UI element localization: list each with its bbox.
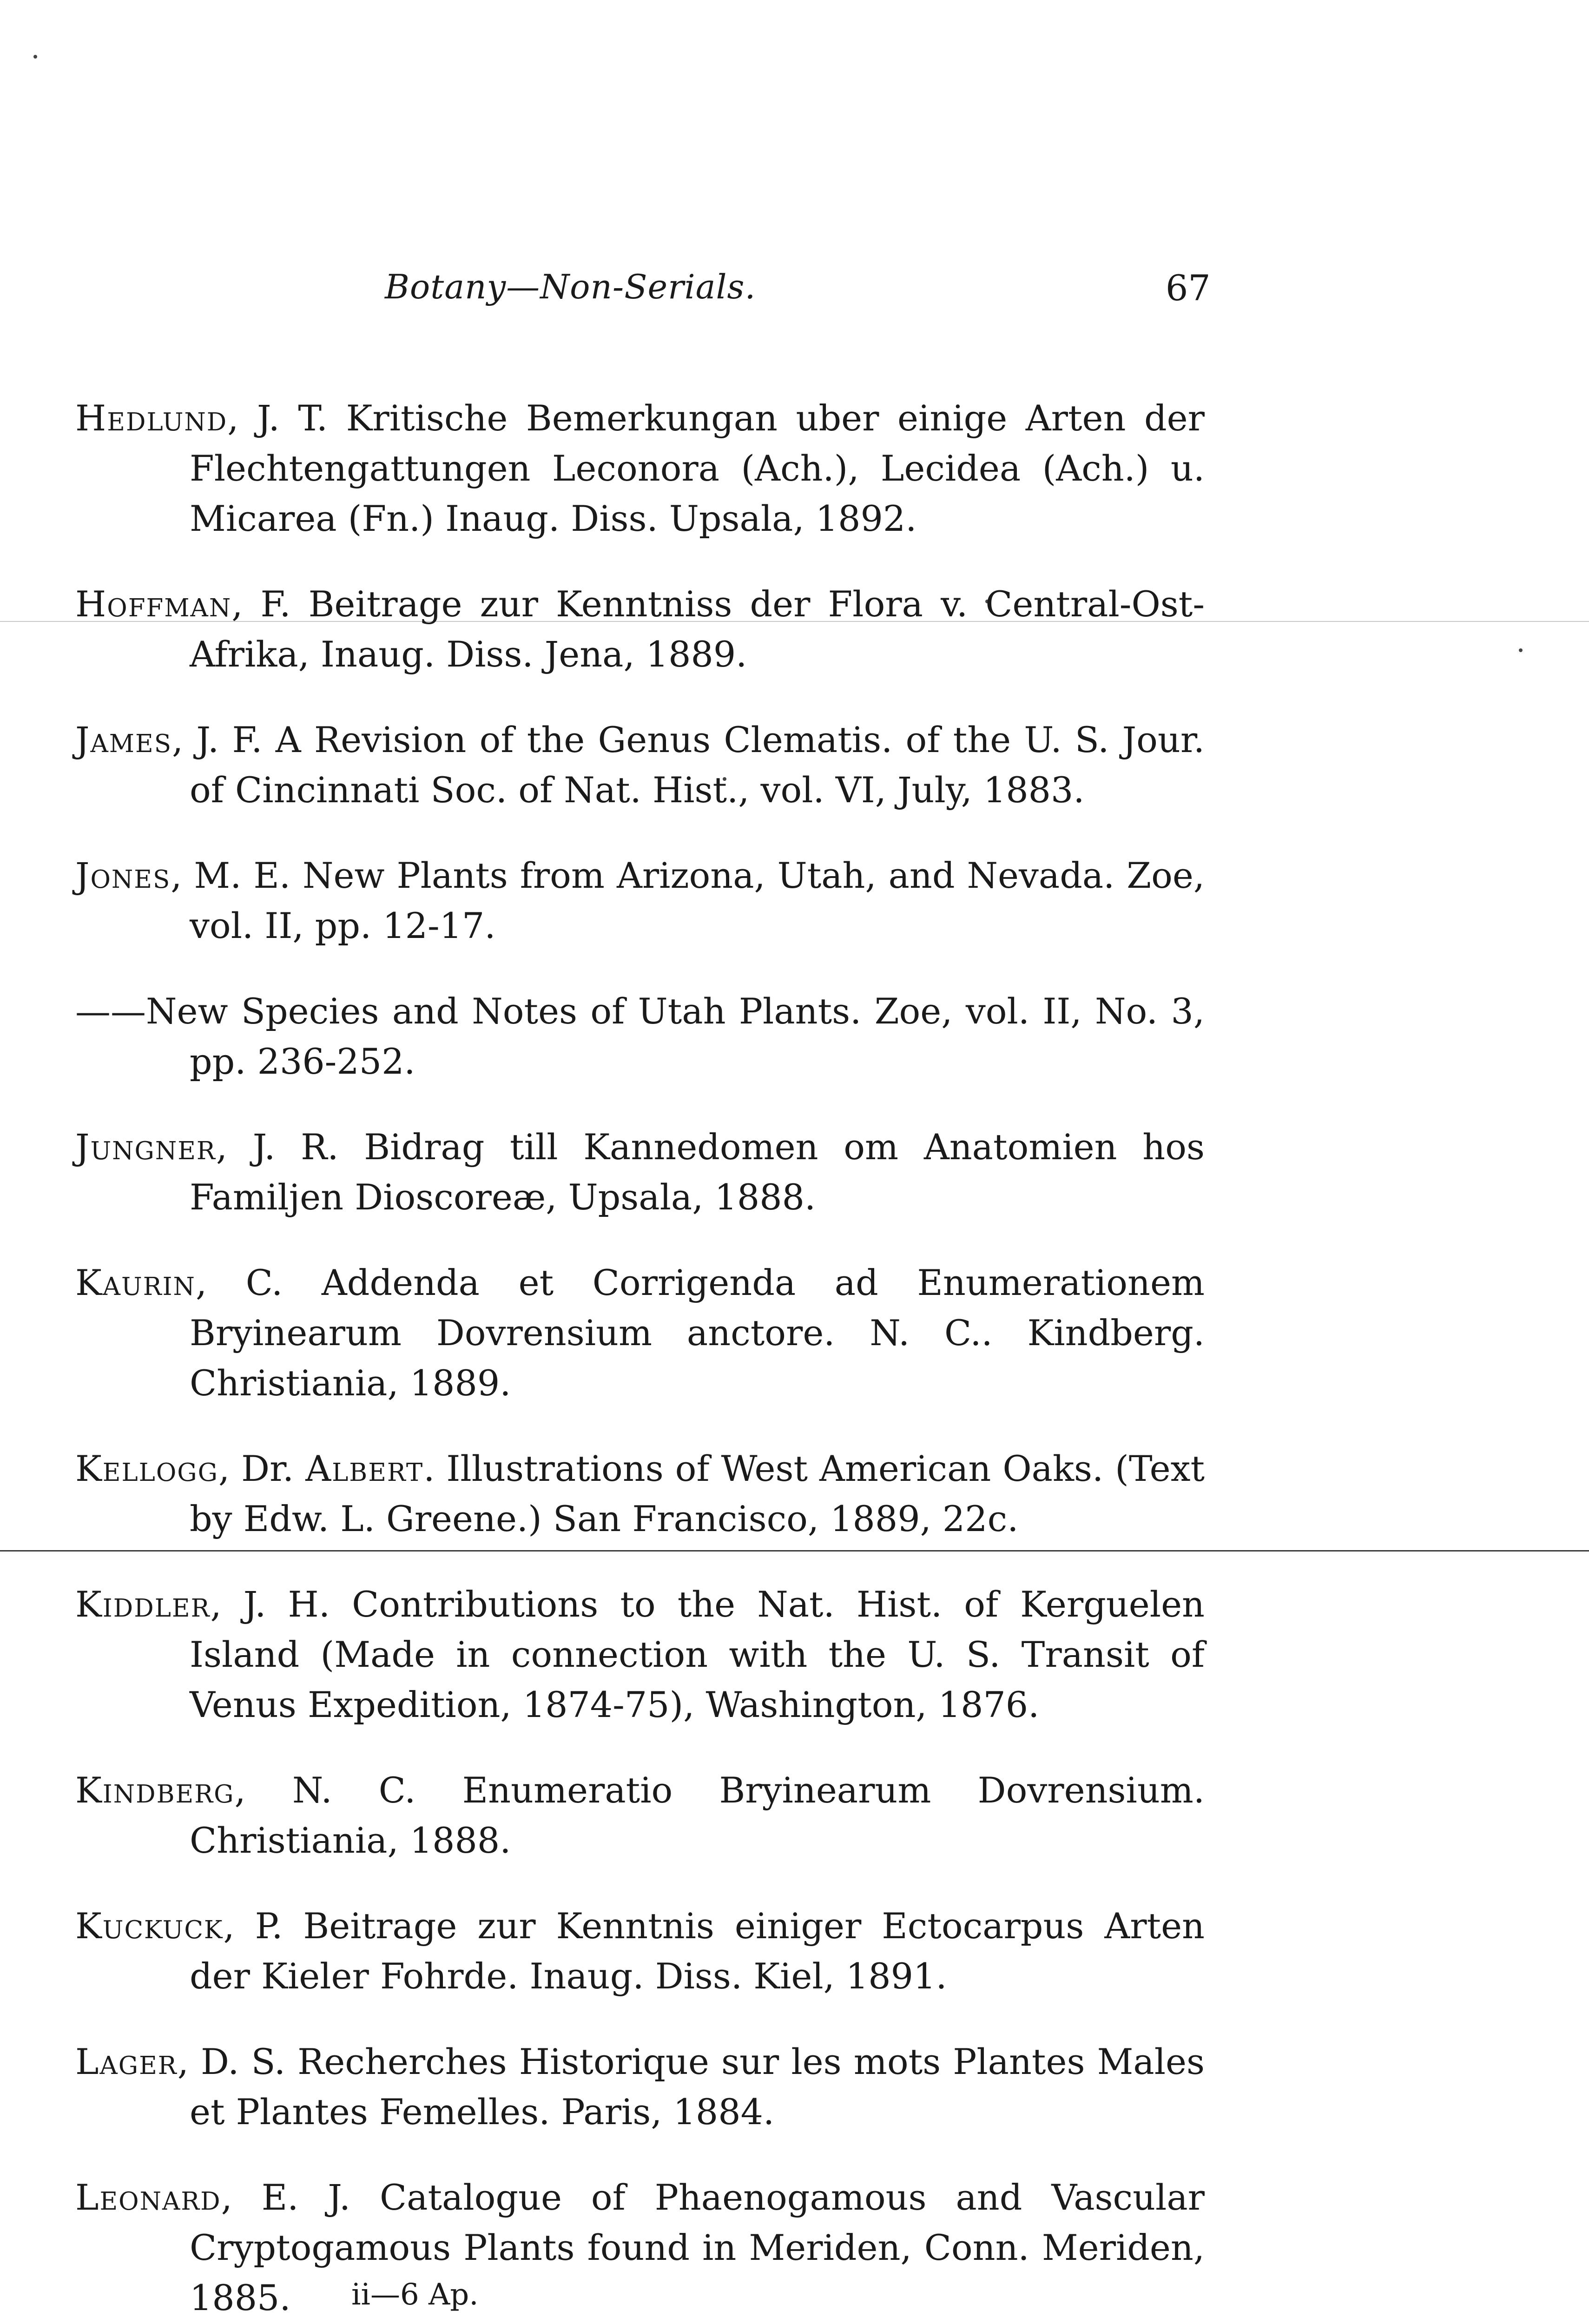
entry-initials: , D. S.	[177, 2041, 285, 2082]
entry-initials: , M. E.	[171, 855, 291, 896]
bibliography-entry	[75, 715, 1205, 815]
entry-initials: , P.	[223, 1905, 283, 1947]
scan-speck	[33, 55, 37, 59]
entry-text: Beitrage zur Kenntniss der Flora v. Central-Ost-Afrika, Inaug. Diss. Jena, 1889.	[190, 583, 1205, 675]
bibliography-entry	[75, 1579, 1205, 1730]
entry-text: Catalogue of Phaenogamous and Vascular Cryptogamous Plants found in Meriden, Conn. Meriden, 1885.	[190, 2177, 1205, 2318]
bibliography-list	[75, 358, 1205, 2324]
bibliography-entry	[75, 393, 1205, 544]
entry-text: Contributions to the Nat. Hist. of Kerguelen Island (Made in connection with the U. S. Transit of Venus Expedition, 1874-75), Washington, 1876.	[190, 1584, 1205, 1725]
entry-initials: , Dr.	[218, 1448, 306, 1489]
entry-initials: , J. H.	[210, 1584, 330, 1625]
entry-initials: , E. J.	[221, 2177, 351, 2218]
bibliography-entry	[75, 1765, 1205, 1866]
entry-author: Hedlund	[75, 397, 228, 439]
entry-text: A Revision of the Genus Clematis. of the U. S. Jour. of Cincinnati Soc. of Nat. Hist., vol. VI, July, 1883.	[190, 719, 1205, 811]
bibliography-entry	[75, 579, 1205, 680]
bibliography-entry	[75, 2172, 1205, 2323]
entry-author: Jones	[75, 855, 171, 896]
entry-initials: , J. F.	[172, 719, 263, 760]
entry-author: Lager	[75, 2041, 178, 2082]
entry-initials: , N. C.	[234, 1769, 416, 1811]
page-number: 67	[1166, 267, 1211, 309]
bibliography-entry	[75, 1444, 1205, 1544]
entry-text: New Species and Notes of Utah Plants. Zoe, vol. II, No. 3, pp. 236-252.	[146, 990, 1205, 1082]
entry-author: Jungner	[75, 1126, 216, 1168]
entry-dash: ——	[75, 990, 146, 1032]
entry-author: James	[75, 719, 172, 760]
entry-initials: , J. T.	[227, 397, 328, 439]
printer-signature: ii—6 Ap.	[351, 2278, 479, 2312]
entry-author: Kindberg	[75, 1769, 235, 1811]
bibliography-entry	[75, 1258, 1205, 1408]
scan-speck	[1519, 648, 1523, 652]
entry-text: Addenda et Corrigenda ad Enumerationem Bryinearum Dovrensium anctore. N. C.. Kindberg. Christiania, 1889.	[190, 1262, 1205, 1404]
entry-initials: , F.	[231, 583, 291, 625]
bibliography-entry	[75, 1901, 1205, 2001]
bibliography-entry	[75, 986, 1205, 1087]
entry-initials: , J. R.	[216, 1126, 339, 1168]
bibliography-entry	[75, 2037, 1205, 2137]
entry-initials: , C.	[195, 1262, 283, 1303]
entry-author: Leonard	[75, 2177, 221, 2218]
entry-text: New Plants from Arizona, Utah, and Nevada. Zoe, vol. II, pp. 12-17.	[190, 855, 1205, 946]
running-head: Botany—Non-Serials.	[385, 267, 756, 306]
entry-author: Kaurin	[75, 1262, 196, 1303]
entry-author: Hoffman	[75, 583, 232, 625]
entry-text: . Illustrations of West American Oaks. (Text by Edw. L. Greene.) San Francisco, 1889, 22c.	[190, 1448, 1205, 1539]
entry-author-given-name: Albert	[305, 1448, 424, 1489]
entry-text: Bidrag till Kannedomen om Anatomien hos Familjen Dioscoreæ, Upsala, 1888.	[190, 1126, 1205, 1218]
entry-author: Kiddler	[75, 1584, 211, 1625]
entry-author: Kuckuck	[75, 1905, 224, 1947]
entry-text: Beitrage zur Kenntnis einiger Ectocarpus Arten der Kieler Fohrde. Inaug. Diss. Kiel, 1891.	[190, 1905, 1205, 1997]
entry-text: Enumeratio Bryinearum Dovrensium. Christiania, 1888.	[190, 1769, 1205, 1861]
entry-author: Kellogg	[75, 1448, 218, 1489]
entry-text: Recherches Historique sur les mots Plantes Males et Plantes Femelles. Paris, 1884.	[190, 2041, 1205, 2133]
bibliography-entry	[75, 851, 1205, 951]
entry-text: Kritische Bemerkungan uber einige Arten der Flechtengattungen Leconora (Ach.), Lecidea (Ach.) u. Micarea (Fn.) Inaug. Diss. Upsala, 1892.	[190, 397, 1205, 539]
bibliography-entry	[75, 1122, 1205, 1222]
